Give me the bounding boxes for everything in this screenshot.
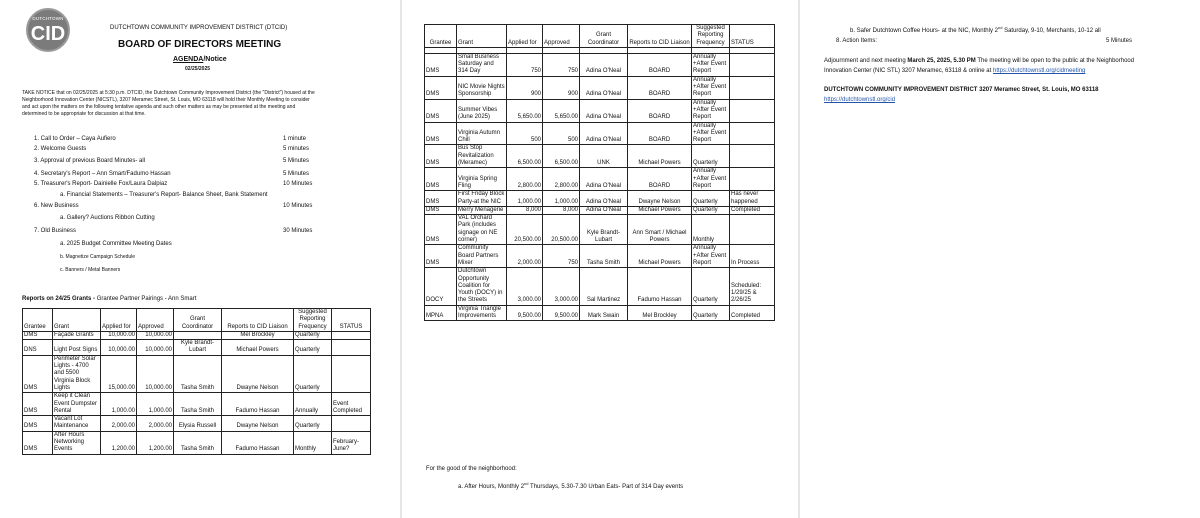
cell-applied: 750 (507, 53, 543, 76)
cell-approved: 2,800.00 (543, 168, 580, 191)
cell-grant: Virginia Autumn Chill (457, 122, 507, 145)
agenda-item: 5. Treasurer's Report- Dainielle Fox/Laura Dalpiaz (34, 181, 168, 187)
table-row (425, 99, 775, 122)
cell-approved: 9,500.00 (543, 305, 580, 321)
cell-approved: 1,000.00 (543, 191, 580, 207)
cell-frequency: Quarterly (692, 305, 730, 321)
cell-coordinator: Adina O'Neal (580, 168, 628, 191)
cell-grantee: DNS (23, 340, 53, 356)
cell-approved: 1,200.00 (137, 431, 174, 454)
table-row (23, 340, 371, 356)
cell-liaison: BOARD (628, 99, 692, 122)
cell-approved: 10,000.00 (137, 331, 174, 339)
reports-heading: Reports on 24/25 Grants - Grantee Partner Pairings - Ann Smart (22, 296, 197, 302)
cell-applied: 2,000.00 (101, 416, 137, 432)
cid-meeting-link[interactable]: https://dutchtownstl.org/cidmeeting (992, 68, 1086, 74)
cell-grant: Bus Stop Revitalization (Meramec) (457, 145, 507, 168)
cell-grant: Merry Menagerie (457, 206, 507, 214)
col-grant: Grant (457, 25, 507, 48)
agenda-item: 4. Secretary's Report – Ann Smart/Fadumo Hassan (34, 171, 171, 177)
cell-grant: Light Post Signs (53, 340, 101, 356)
cell-grant: Façade Grants (53, 331, 101, 339)
cell-grantee: DMS (425, 191, 457, 207)
cell-approved: 3,000.00 (543, 268, 580, 305)
agenda-page-1 (0, 0, 400, 518)
cell-frequency: Annually +After Event Report (692, 53, 730, 76)
notice-line: TAKE NOTICE that on 02/25/2025 at 5:30 p.m. DTCID, the Dutchtown Community Improvement District (the "District") housed at the (22, 90, 315, 96)
agenda-item-time: 10 Minutes (283, 181, 313, 187)
cell-status (730, 99, 775, 122)
cell-grant: Virginia Triangle Improvements (457, 305, 507, 321)
cell-liaison: Dwayne Nelson (222, 416, 294, 432)
table-row (425, 145, 775, 168)
col-frequency: Suggested Reporting Frequency (692, 25, 730, 48)
table-row (425, 245, 775, 268)
table-row (425, 53, 775, 76)
cell-liaison: Ann Smart / Michael Powers (628, 215, 692, 245)
table-row (23, 355, 371, 392)
action-items: 8. Action Items: (836, 38, 878, 44)
cell-grant: Community Board Partners Mixer (457, 245, 507, 268)
cell-applied: 500 (507, 122, 543, 145)
cell-grant: Summer Vibes (June 2025) (457, 99, 507, 122)
agenda-item: 6. New Business (34, 203, 79, 209)
cell-grant: Keep it Clean Event Dumpster Rental (53, 393, 101, 416)
cell-status: Has never happened (730, 191, 775, 207)
cell-liaison: Michael Powers (628, 145, 692, 168)
cell-coordinator: Adina O'Neal (580, 191, 628, 207)
cell-applied: 15,000.00 (101, 355, 137, 392)
cell-frequency: Annually +After Event Report (692, 122, 730, 145)
table-row (425, 168, 775, 191)
cell-approved: 8,000 (543, 206, 580, 214)
cell-status (730, 145, 775, 168)
cell-grantee: DMS (23, 393, 53, 416)
cell-frequency: Quarterly (294, 416, 332, 432)
table-row (425, 122, 775, 145)
cell-status: Scheduled: 1/29/25 & 2/26/25 (730, 268, 775, 305)
agenda-item: 1. Call to Order – Caya Aufiero (34, 136, 116, 142)
agenda-item: a. Financial Statements – Treasurer's Report- Balance Sheet, Bank Statement (60, 192, 268, 198)
col-liaison: Reports to CID Liaison (628, 25, 692, 48)
cell-status (332, 355, 371, 392)
cell-frequency: Quarterly (692, 145, 730, 168)
table-row (23, 416, 371, 432)
cell-frequency: Annually +After Event Report (692, 245, 730, 268)
cell-applied: 20,500.00 (507, 215, 543, 245)
cell-approved: 10,000.00 (137, 355, 174, 392)
cell-coordinator: Tasha Smith (174, 431, 222, 454)
cell-applied: 2,800.00 (507, 168, 543, 191)
cell-grantee: DMS (425, 206, 457, 214)
notice-line: determined to be appropriate for discussion at that time. (22, 111, 146, 117)
agenda-item-time: 30 Minutes (283, 228, 313, 234)
cell-liaison: Fadumo Hassan (222, 431, 294, 454)
cell-applied: 10,000.00 (101, 331, 137, 339)
cell-grant: Perimeter Solar Lights - 4700 and 5500 Virginia Block Lights (53, 355, 101, 392)
cell-grantee: MPNA (425, 305, 457, 321)
district-name: DUTCHTOWN COMMUNITY IMPROVEMENT DISTRICT (DTCID) (110, 25, 288, 31)
table-row (425, 215, 775, 245)
cell-status (730, 76, 775, 99)
cell-grantee: DMS (23, 416, 53, 432)
table-row (425, 206, 775, 214)
grants-table-2 (424, 24, 775, 321)
cell-frequency: Monthly (692, 215, 730, 245)
cell-liaison: Michael Powers (628, 206, 692, 214)
cell-coordinator (174, 331, 222, 339)
adjournment-line-2: Innovation Center (NIC STL) 3207 Meramec, 63118 & online at https://dutchtownstl.org/cidmeeting (824, 68, 1086, 74)
cell-status (332, 416, 371, 432)
footer-organization: DUTCHTOWN COMMUNITY IMPROVEMENT DISTRICT 3207 Meramec Street, St. Louis, MO 63118 (824, 87, 1099, 93)
cid-logo: DUTCHTOWN CID (26, 8, 70, 52)
cell-coordinator: Kyle Brandt-Lubart (580, 215, 628, 245)
col-applied: Applied for (507, 25, 543, 48)
agenda-item: a. 2025 Budget Committee Meeting Dates (60, 241, 172, 247)
cell-frequency: Monthly (294, 431, 332, 454)
cell-status (332, 340, 371, 356)
page-title: BOARD OF DIRECTORS MEETING (118, 39, 282, 50)
cell-grant: Virginia Spring Fling (457, 168, 507, 191)
cell-applied: 9,500.00 (507, 305, 543, 321)
agenda-page-2 (402, 0, 798, 518)
cell-applied: 900 (507, 76, 543, 99)
cell-grantee: DMS (425, 215, 457, 245)
agenda-item: c. Banners / Metal Banners (60, 267, 121, 273)
cell-liaison: Michael Powers (222, 340, 294, 356)
cell-grantee: DMS (23, 431, 53, 454)
cell-grantee: DMS (23, 331, 53, 339)
agenda-item-time: 10 Minutes (283, 203, 313, 209)
cell-coordinator: Adina O'Neal (580, 206, 628, 214)
table-row (23, 393, 371, 416)
cell-frequency: Annually (294, 393, 332, 416)
cell-coordinator: Tasha Smith (174, 355, 222, 392)
cell-approved: 500 (543, 122, 580, 145)
table-row (425, 305, 775, 321)
agenda-item: 2. Welcome Guests (34, 146, 87, 152)
meeting-date: 02/25/2025 (185, 66, 211, 72)
col-applied: Applied for (101, 309, 137, 332)
coffee-hours-item: b. Safer Dutchtown Coffee Hours- at the NIC, Monthly 2nd Saturday, 9-10, Merchants, 10-12 all (850, 25, 1101, 34)
agenda-item-time: 5 Minutes (283, 158, 310, 164)
agenda-label-line: AGENDA/Notice (173, 56, 227, 63)
cell-liaison: Dwayne Nelson (222, 355, 294, 392)
cell-status: Completed (730, 305, 775, 321)
cell-frequency: Annually +After Event Report (692, 76, 730, 99)
cell-grant: NIC Movie Nights Sponsorship (457, 76, 507, 99)
cell-grantee: DMS (425, 245, 457, 268)
notice-line: Neighborhood Innovation Center (NICSTL), 3207 Meramec Street, St. Louis, MO 63118 will hold their Monthly Meeting to consider (22, 97, 310, 103)
cell-grantee: DOCY (425, 268, 457, 305)
cell-coordinator: Kyle Brandt-Lubart (174, 340, 222, 356)
agenda-page-3 (800, 0, 1200, 518)
cell-approved: 750 (543, 53, 580, 76)
cell-grant: Small Business Saturday and 314 Day (457, 53, 507, 76)
cell-coordinator: Tasha Smith (174, 393, 222, 416)
cell-grantee: DMS (425, 145, 457, 168)
cell-coordinator: Adina O'Neal (580, 99, 628, 122)
cid-website-link[interactable]: https://dutchtownstl.org/cid (824, 97, 896, 103)
cell-frequency: Annually +After Event Report (692, 99, 730, 122)
table-row (425, 268, 775, 305)
agenda-item-time: 5 minutes (283, 146, 310, 152)
cell-grant: Vacant Lot Maintenance (53, 416, 101, 432)
cell-status: Completed (730, 206, 775, 214)
cell-frequency: Quarterly (692, 191, 730, 207)
table-row (23, 431, 371, 454)
cell-grantee: DMS (425, 53, 457, 76)
cell-approved: 750 (543, 245, 580, 268)
cell-grant: First Friday Block Party-at the NIC (457, 191, 507, 207)
cell-liaison: Fadumo Hassan (628, 268, 692, 305)
cell-grantee: DMS (425, 122, 457, 145)
cell-status (730, 53, 775, 76)
cell-liaison: Michael Powers (628, 245, 692, 268)
cell-grantee: DMS (23, 355, 53, 392)
cell-liaison: Mel Brockley (222, 331, 294, 339)
cell-status: In Process (730, 245, 775, 268)
agenda-item: 7. Old Business (34, 228, 77, 234)
cell-frequency: Quarterly (294, 355, 332, 392)
col-frequency: Suggested Reporting Frequency (294, 309, 332, 332)
cell-status (730, 168, 775, 191)
cell-applied: 2,000.00 (507, 245, 543, 268)
cell-status (332, 331, 371, 339)
cell-coordinator: Elysia Russell (174, 416, 222, 432)
agenda-item: b. Magnetize Campaign Schedule (60, 254, 136, 260)
cell-approved: 900 (543, 76, 580, 99)
cell-coordinator: Adina O'Neal (580, 53, 628, 76)
table-row (23, 331, 371, 339)
cell-applied: 1,200.00 (101, 431, 137, 454)
cell-frequency: Quarterly (692, 268, 730, 305)
col-status: STATUS (730, 25, 775, 48)
cell-approved: 6,500.00 (543, 145, 580, 168)
col-grantee: Grantee (425, 25, 457, 48)
agenda-item-time: 5 Minutes (283, 171, 310, 177)
cell-grant: VAL Orchard Park (includes signage on NE corner) (457, 215, 507, 245)
table-row (425, 191, 775, 207)
cell-coordinator: UNK (580, 145, 628, 168)
cell-liaison: Dwayne Nelson (628, 191, 692, 207)
cell-applied: 8,000 (507, 206, 543, 214)
cell-applied: 3,000.00 (507, 268, 543, 305)
cell-approved: 10,000.00 (137, 340, 174, 356)
col-status: STATUS (332, 309, 371, 332)
cell-coordinator: Sal Martinez (580, 268, 628, 305)
agenda-item-time: 1 minute (283, 136, 307, 142)
cell-frequency: Quarterly (294, 331, 332, 339)
col-approved: Approved (543, 25, 580, 48)
cell-coordinator: Tasha Smith (580, 245, 628, 268)
agenda-item: 3. Approval of previous Board Minutes- all (34, 158, 146, 164)
cell-status: Event Completed (332, 393, 371, 416)
adjournment-line-1: Adjournment and next meeting March 25, 2025, 5.30 PM The meeting will be open to the public at the Neighborhood (824, 58, 1135, 64)
cell-liaison: BOARD (628, 53, 692, 76)
cell-grantee: DMS (425, 99, 457, 122)
col-coordinator: Grant Coordinator (580, 25, 628, 48)
cell-coordinator: Adina O'Neal (580, 122, 628, 145)
col-approved: Approved (137, 309, 174, 332)
cell-liaison: Fadumo Hassan (222, 393, 294, 416)
cell-status (730, 215, 775, 245)
cell-frequency: Quarterly (692, 206, 730, 214)
cell-grantee: DMS (425, 168, 457, 191)
cell-frequency: Quarterly (294, 340, 332, 356)
grants-table-1 (22, 308, 371, 455)
action-items-time: 5 Minutes (1106, 38, 1133, 44)
cell-grantee: DMS (425, 76, 457, 99)
cell-approved: 5,650.00 (543, 99, 580, 122)
cell-status: February-June? (332, 431, 371, 454)
cell-frequency: Annually +After Event Report (692, 168, 730, 191)
cell-liaison: Mel Brockley (628, 305, 692, 321)
cell-liaison: BOARD (628, 122, 692, 145)
cell-liaison: BOARD (628, 76, 692, 99)
col-grant: Grant (53, 309, 101, 332)
col-liaison: Reports to CID Liaison (222, 309, 294, 332)
cell-applied: 10,000.00 (101, 340, 137, 356)
table-row (425, 76, 775, 99)
cell-coordinator: Mark Swain (580, 305, 628, 321)
cell-grant: After Hours Networking Events (53, 431, 101, 454)
cell-approved: 1,000.00 (137, 393, 174, 416)
cell-approved: 20,500.00 (543, 215, 580, 245)
col-coordinator: Grant Coordinator (174, 309, 222, 332)
col-grantee: Grantee (23, 309, 53, 332)
cell-approved: 2,000.00 (137, 416, 174, 432)
good-of-neighborhood-heading: For the good of the neighborhood: (426, 466, 517, 472)
cell-grant: Dutchtown Opportunity Coalition for Youth (DOCY) in the Streets (457, 268, 507, 305)
cell-applied: 6,500.00 (507, 145, 543, 168)
cell-coordinator: Adina O'Neal (580, 76, 628, 99)
after-hours-item: a. After Hours, Monthly 2nd Thursdays, 5.30-7.30 Urban Eats- Part of 314 Day events (458, 481, 684, 490)
cell-status (730, 122, 775, 145)
notice-line: and act upon the matters on the following tentative agenda and such other matters as may be presented at the meeting and (22, 104, 296, 110)
cell-liaison: BOARD (628, 168, 692, 191)
cell-applied: 1,000.00 (101, 393, 137, 416)
cell-applied: 5,650.00 (507, 99, 543, 122)
cell-applied: 1,000.00 (507, 191, 543, 207)
agenda-item: a. Gallery? Auctions Ribbon Cutting (60, 215, 155, 221)
